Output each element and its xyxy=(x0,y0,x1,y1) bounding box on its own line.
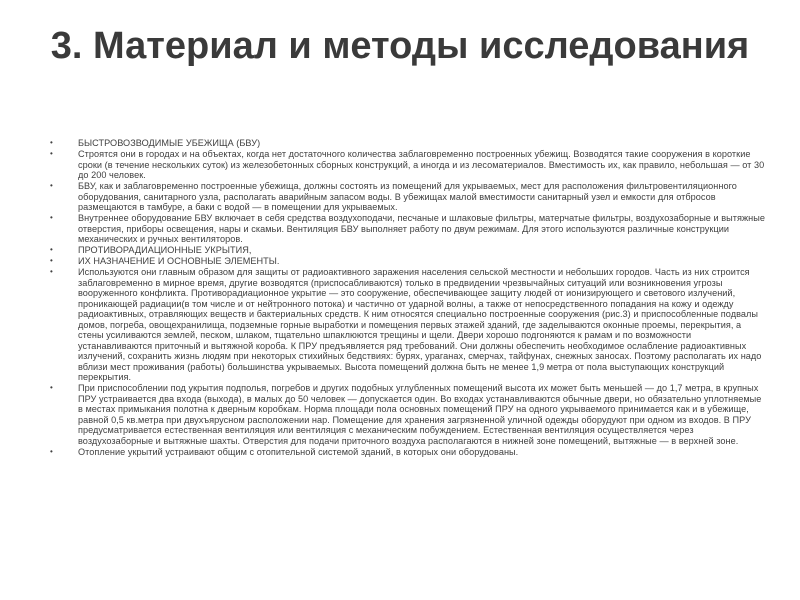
bullet-item: • ПРОТИВОРАДИАЦИОННЫЕ УКРЫТИЯ, xyxy=(48,245,766,256)
slide-title: 3. Материал и методы исследования xyxy=(50,25,750,67)
bullet-item: • При приспособлении под укрытия подполья, погребов и других подобных углубленных помещений высота их может быть меньшей — до 1,7 метра, в крупных ПРУ устраивается два входа (выхода), в малых до 50 человек — допускается один. Во входах устанавливаются обычные двери, но обязательно уплотняемые в местах примыкания полотна к дверным коробкам. Норма площади пола основных помещений ПРУ на одного укрываемого принимается как и в убежище, равной 0,5 кв.метра при двухъярусном расположении нар. Помещение для хранения загрязненной уличной одежды оборудуют при одном из входов. В ПРУ предусматривается естественная вентиляция или вентиляция с механическим побуждением. Естественная вентиляция осуществляется через воздухозаборные и вытяжные шахты. Отверстия для подачи приточного воздуха располагаются в нижней зоне помещений, вытяжные — в верхней зоне. xyxy=(48,383,766,446)
bullet-item: • БЫСТРОВОЗВОДИМЫЕ УБЕЖИЩА (БВУ) xyxy=(48,138,766,149)
bullet-item: • ИХ НАЗНАЧЕНИЕ И ОСНОВНЫЕ ЭЛЕМЕНТЫ. xyxy=(48,256,766,267)
bullet-item: • Используются они главным образом для защиты от радиоактивного заражения населения сельской местности и небольших городов. Часть из них строится заблаговременно в мирное время, другие возводятся (приспосабливаются) только в предвидении чрезвычайных ситуаций или возникновения угрозы вооруженного конфликта. Противорадиационное укрытие — это сооружение, обеспечивающее защиту людей от ионизирующего и светового излучений, проникающей радиации(в том числе и от нейтронного потока) и частично от ударной волны, а также от непосредственного попадания на кожу и одежду радиоактивных, отравляющих веществ и бактериальных средств. К ним относятся специально построенные сооружения (рис.3) и приспособленные подвалы домов, погреба, овощехранилища, подземные горные выработки и помещения первых этажей зданий, где заделываются оконные проемы, перекрытия, а стены усиливаются землей, песком, шлаком, тщательно шпаклюются трещины и щели. Двери хорошо подгоняются к рамам и по возможности устанавливаются приточный и вытяжной короба. К ПРУ предъявляется ряд требований. Они должны обеспечить необходимое ослабление радиоактивных излучений, сохранить жизнь людям при некоторых стихийных бедствиях: бурях, ураганах, смерчах, тайфунах, снежных заносах. Поэтому располагать их надо вблизи мест проживания (работы) большинства укрываемых. Высота помещений должна быть не менее 1,9 метра от пола выступающих конструкций перекрытия. xyxy=(48,267,766,383)
bullet-list xyxy=(48,138,766,458)
bullet-item: • БВУ, как и заблаговременно построенные убежища, должны состоять из помещений для укрываемых, мест для расположения фильтровентиляционного оборудования, санитарного узла, располагать аварийным запасом воды. В убежищах малой вместимости санитарный узел и емкости для отбросов размещаются в тамбуре, а баки с водой — в помещении для укрываемых. xyxy=(48,181,766,213)
bullet-item: • Строятся они в городах и на объектах, когда нет достаточного количества заблаговременно построенных убежищ. Возводятся такие сооружения в короткие сроки (в течение нескольких суток) из железобетонных сборных конструкций, а иногда и из лесоматериалов. Вместимость их, как правило, небольшая — от 30 до 200 человек. xyxy=(48,149,766,181)
bullet-item: • Внутреннее оборудование БВУ включает в себя средства воздухоподачи, песчаные и шлаковые фильтры, матерчатые фильтры, воздухозаборные и вытяжные отверстия, приборы освещения, нары и скамьи. Вентиляция БВУ выполняет работу по двум режимам. Для этого используются различные конструкции механических и ручных вентиляторов. xyxy=(48,213,766,245)
bullet-item: • Отопление укрытий устраивают общим с отопительной системой зданий, в которых они оборудованы. xyxy=(48,447,766,458)
